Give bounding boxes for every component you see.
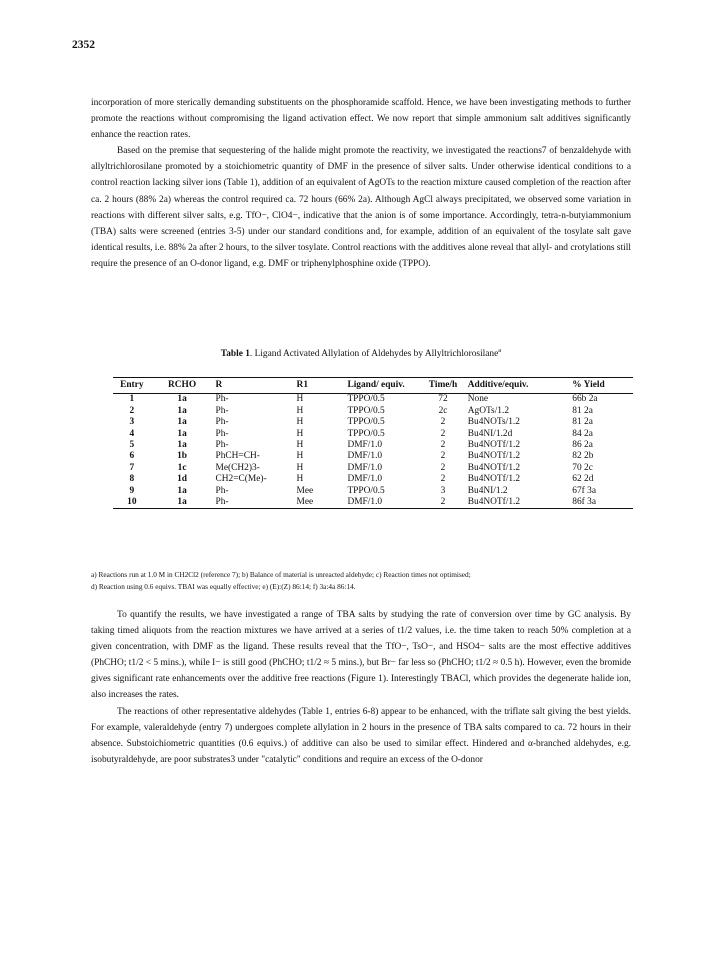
cell-r1: Mee [296, 485, 314, 496]
cell-r1: H [296, 474, 304, 485]
cell-rcho: 1c [177, 462, 187, 473]
allylation-table [113, 377, 633, 509]
cell-time: 2 [440, 497, 446, 508]
cell-rcho: 1a [177, 485, 187, 496]
cell-time: 2 [440, 417, 446, 428]
cell-additive: AgOTs/1.2 [467, 405, 510, 416]
cell-additive: None [467, 394, 489, 405]
table-row [113, 440, 633, 451]
cell-rcho: 1a [177, 428, 187, 439]
cell-ligand: TPPO/0.5 [347, 405, 385, 416]
cell-ligand: DMF/1.0 [347, 497, 383, 508]
cell-r1: H [296, 405, 304, 416]
cell-time: 2 [440, 451, 446, 462]
table-row [113, 451, 633, 462]
table-row [113, 417, 633, 428]
cell-yield: 81 2a [572, 417, 593, 428]
cell-time: 2 [440, 462, 446, 473]
cell-r: Ph- [215, 405, 229, 416]
header-r: R [215, 380, 223, 390]
cell-additive: Bu4NI/1.2d [467, 428, 513, 439]
cell-entry: 9 [129, 485, 135, 496]
cell-ligand: DMF/1.0 [347, 462, 383, 473]
cell-time: 3 [440, 485, 446, 496]
cell-additive: Bu4NOTf/1.2 [467, 451, 521, 462]
header-time: Time/h [428, 380, 458, 390]
table-caption-text: . Ligand Activated Allylation of Aldehydes by Allyltrichlorosilane [249, 349, 499, 360]
table-row [113, 463, 633, 474]
cell-entry: 10 [127, 497, 137, 508]
table-caption-label: Table 1 [220, 349, 250, 360]
cell-ligand: DMF/1.0 [347, 451, 383, 462]
cell-r1: H [296, 428, 304, 439]
cell-r1: Mee [296, 497, 314, 508]
cell-additive: Bu4NOTf/1.2 [467, 440, 521, 451]
cell-additive: Bu4NOTf/1.2 [467, 474, 521, 485]
cell-entry: 6 [129, 451, 135, 462]
cell-r1: H [296, 440, 304, 451]
cell-ligand: TPPO/0.5 [347, 417, 385, 428]
cell-rcho: 1b [177, 451, 188, 462]
table-caption [91, 347, 631, 359]
cell-additive: Bu4NOTf/1.2 [467, 462, 521, 473]
cell-rcho: 1a [177, 440, 187, 451]
cell-yield: 70 2c [572, 462, 593, 473]
table-row [113, 474, 633, 485]
cell-ligand: TPPO/0.5 [347, 485, 385, 496]
cell-entry: 4 [129, 428, 135, 439]
header-rcho: RCHO [168, 380, 197, 390]
paragraph-silver-salts: Based on the premise that sequestering of the halide might promote the reactivity, we investigated the reactions7 of benzaldehyde with allyltrichlorosilane promoted by a stoichiometric quantity of DMF in the presence of silver salts. Under otherwise identical conditions to a control reaction lacking silver ions (Table 1), addition of an equivalent of AgOTs to the reaction mixture caused completion of the reaction after ca. 2 hours (88% 2a) whereas the control required ca. 72 hours (66% 2a). Although AgCl always precipitated, we observed some variation in reactions with different silver salts, e.g. TfO−, ClO4−, indicative that the anion is of some importance. Accordingly, tetra-n-butyiammonium (TBA) salts were screened (entries 3-5) under our standard conditions and, for example, addition of an equivalent of the tosylate salt gave identical results, i.e. 88% 2a after 2 hours, to the silver tosylate. Control reactions with the additives alone reveal that allyl- and crotylations still require the presence of an O-donor ligand, e.g. DMF or triphenylphosphine oxide (TPPO). [91, 146, 631, 269]
page-number: 2352 [72, 39, 95, 51]
cell-time: 2 [440, 440, 446, 451]
cell-rcho: 1a [177, 405, 187, 416]
cell-r: Ph- [215, 440, 229, 451]
footnote-line-2: d) Reaction using 0.6 equivs. TBAI was equally effective; e) (E):(Z) 86:14; f) 3a:4a 86:14. [91, 581, 356, 591]
cell-r1: H [296, 417, 304, 428]
cell-r: PhCH=CH- [215, 451, 260, 462]
footnote-line-1: a) Reactions run at 1.0 M in CH2Cl2 (reference 7); b) Balance of material is unreacted aldehyde; c) Reaction times not optimised; [91, 570, 471, 579]
cell-yield: 81 2a [572, 405, 593, 416]
header-ligand: Ligand/ equiv. [347, 380, 405, 390]
cell-r1: H [296, 394, 304, 405]
cell-time: 2c [438, 405, 448, 416]
cell-yield: 66b 2a [572, 394, 598, 405]
cell-r: Ph- [215, 485, 229, 496]
cell-r: Ph- [215, 428, 229, 439]
cell-time: 72 [438, 394, 448, 405]
cell-rcho: 1a [177, 497, 187, 508]
cell-ligand: DMF/1.0 [347, 440, 383, 451]
cell-ligand: TPPO/0.5 [347, 428, 385, 439]
cell-yield: 84 2a [572, 428, 593, 439]
cell-additive: Bu4NOTs/1.2 [467, 417, 520, 428]
table-header-row [113, 378, 633, 394]
table-row [113, 429, 633, 440]
body-text-bottom [91, 607, 631, 768]
table-row [113, 486, 633, 497]
table-row [113, 394, 633, 406]
cell-additive: Bu4NOTf/1.2 [467, 497, 521, 508]
header-additive: Additive/equiv. [467, 380, 529, 390]
cell-r1: H [296, 451, 304, 462]
cell-ligand: TPPO/0.5 [347, 394, 385, 405]
cell-r: CH2=C(Me)- [215, 474, 267, 485]
header-yield: % Yield [572, 380, 605, 390]
cell-r: Ph- [215, 394, 229, 405]
cell-additive: Bu4NI/1.2 [467, 485, 508, 496]
cell-time: 2 [440, 428, 446, 439]
cell-entry: 2 [129, 405, 135, 416]
cell-yield: 86f 3a [572, 497, 596, 508]
header-entry: Entry [120, 380, 144, 390]
table-footnotes [91, 569, 631, 592]
cell-yield: 62 2d [572, 474, 594, 485]
table-caption-note: a [498, 347, 502, 354]
cell-rcho: 1d [177, 474, 188, 485]
cell-time: 2 [440, 474, 446, 485]
table-row [113, 497, 633, 509]
cell-rcho: 1a [177, 417, 187, 428]
cell-r1: H [296, 462, 304, 473]
header-r1: R1 [296, 380, 309, 390]
intro-paragraph: incorporation of more sterically demanding substituents on the phosphoramide scaffold. Hence, we have been investigating methods to further promote the reactions without compromising the ligand activation effect. We now report that simple ammonium salt additives significantly enhance the reaction rates. [91, 98, 631, 141]
paragraph-tba-salts: To quantify the results, we have investigated a range of TBA salts by studying the rate of conversion over time by GC analysis. By taking timed aliquots from the reaction mixtures we have arrived at a series of t1/2 values, i.e. the time taken to reach 50% completion at a given concentration, with DMF as the ligand. These results reveal that the TfO−, TsO−, and HSO4− salts are the most effective additives (PhCHO; t1/2 < 5 mins.), while I− is still good (PhCHO; t1/2 ≈ 5 mins.), but Br− far less so (PhCHO; t1/2 ≈ 0.5 h). However, even the bromide gives significant rate enhancements over the additive free reactions (Figure 1). Interestingly TBACl, which provides the degenerate halide ion, also increases the rates. [91, 610, 631, 701]
table-body [113, 394, 633, 509]
cell-entry: 5 [129, 440, 135, 451]
table-row [113, 406, 633, 417]
cell-entry: 1 [129, 394, 135, 405]
body-text-top [91, 95, 631, 272]
cell-entry: 7 [129, 462, 135, 473]
cell-entry: 8 [129, 474, 135, 485]
cell-yield: 82 2b [572, 451, 594, 462]
cell-r: Me(CH2)3- [215, 462, 260, 473]
cell-entry: 3 [129, 417, 135, 428]
cell-yield: 67f 3a [572, 485, 596, 496]
cell-ligand: DMF/1.0 [347, 474, 383, 485]
cell-r: Ph- [215, 417, 229, 428]
cell-rcho: 1a [177, 394, 187, 405]
cell-r: Ph- [215, 497, 229, 508]
cell-yield: 86 2a [572, 440, 593, 451]
paragraph-other-aldehydes: The reactions of other representative aldehydes (Table 1, entries 6-8) appear to be enhanced, with the triflate salt giving the best yields. For example, valeraldehyde (entry 7) undergoes complete allylation in 2 hours in the presence of TBA salts compared to ca. 72 hours in their absence. Substoichiometric quantities (0.6 equivs.) of additive can also be used to similar effect. Hindered and α-branched aldehydes, e.g. isobutyraldehyde, are poor substrates3 under "catalytic" conditions and require an excess of the O-donor [91, 706, 631, 765]
